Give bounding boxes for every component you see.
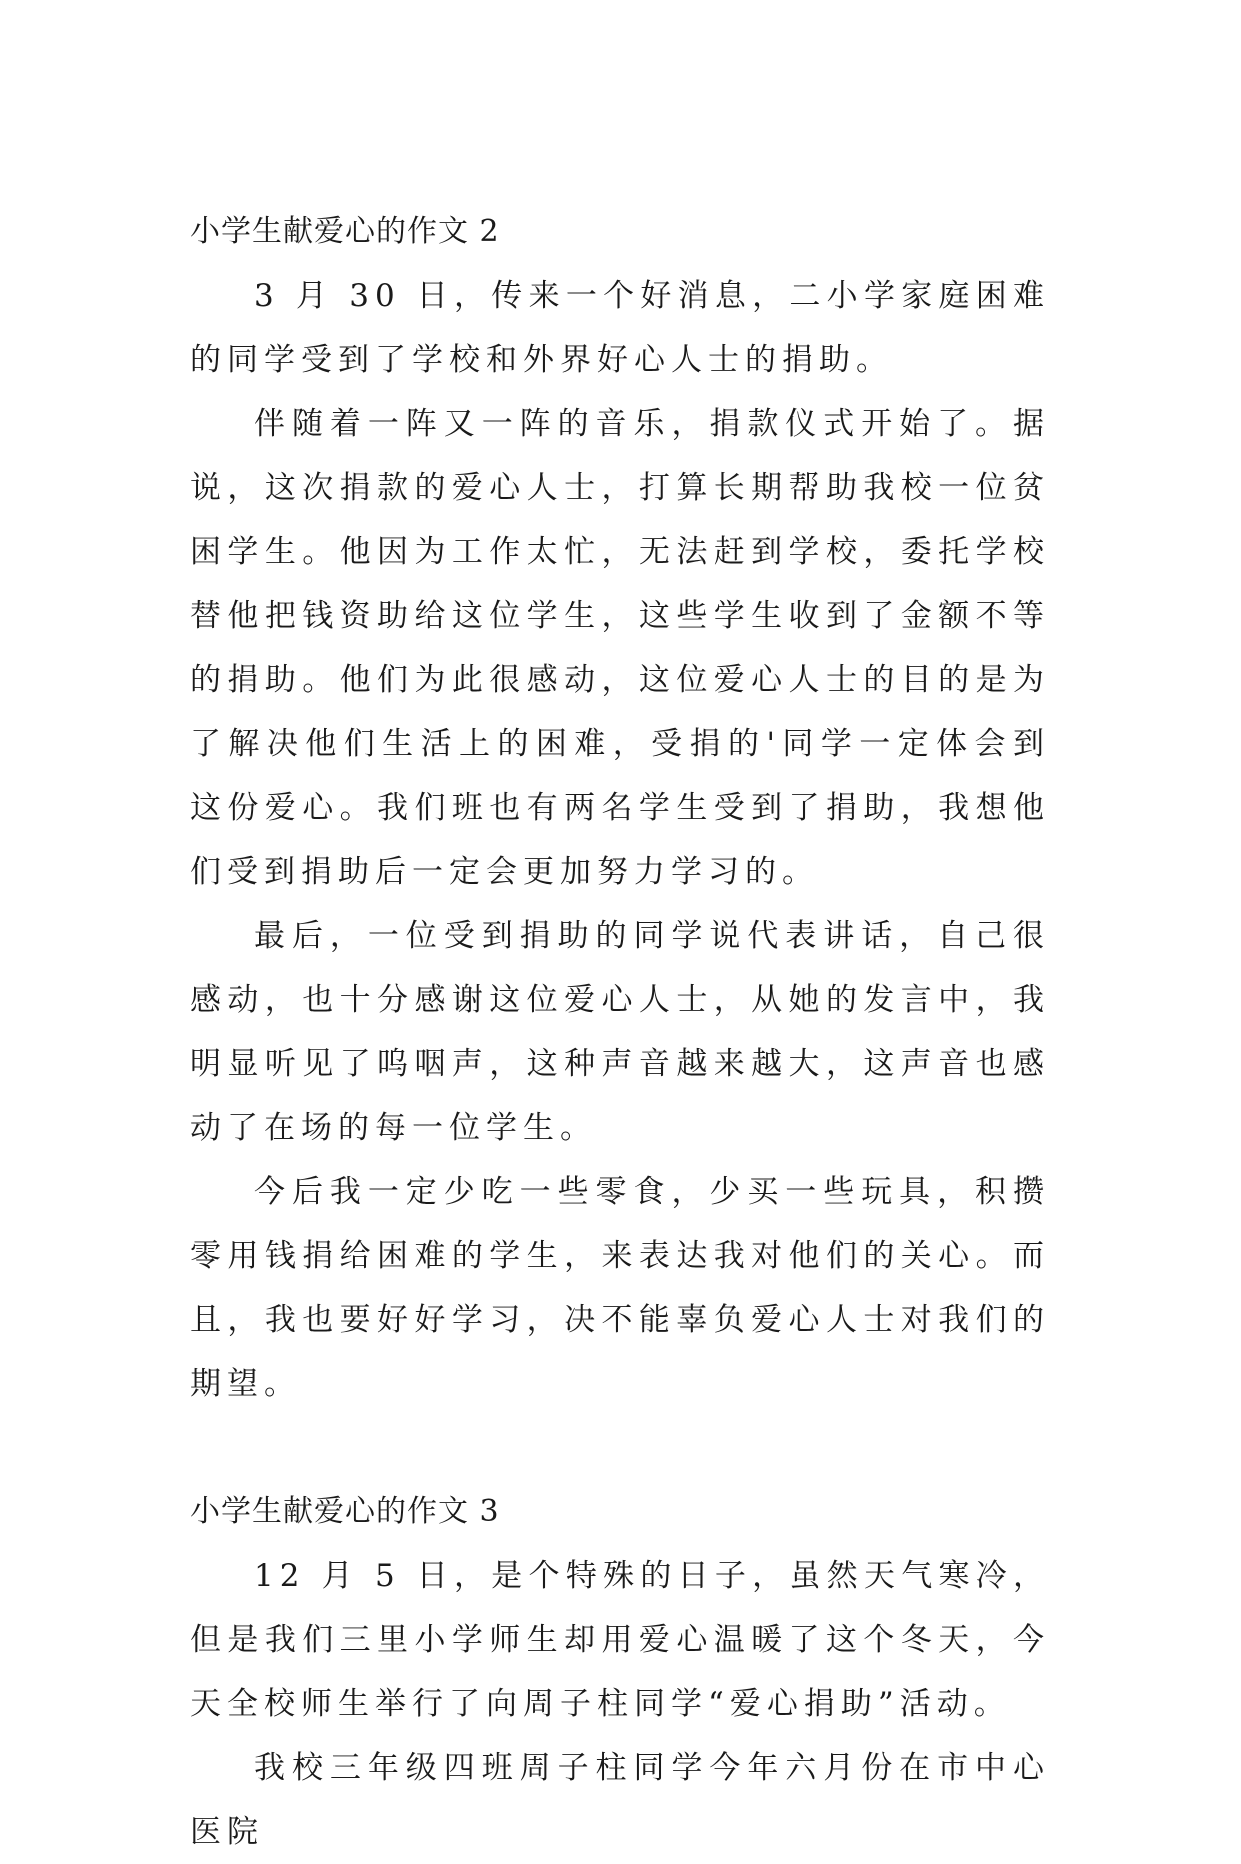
paragraph: 3 月 30 日，传来一个好消息，二小学家庭困难的同学受到了学校和外界好心人士的捐助。 <box>190 278 1050 378</box>
paragraph: 最后，一位受到捐助的同学说代表讲话，自己很感动，也十分感谢这位爱心人士，从她的发言中，我明显听见了呜咽声，这种声音越来越大，这声音也感动了在场的每一位学生。 <box>190 918 1050 1146</box>
paragraph: 12 月 5 日，是个特殊的日子，虽然天气寒冷，但是我们三里小学师生却用爱心温暖了这个冬天，今天全校师生举行了向周子柱同学“爱心捐助”活动。 <box>190 1558 1050 1722</box>
essay-section-3 <box>190 1480 1050 1864</box>
essay-section-2 <box>190 200 1050 1416</box>
paragraph: 我校三年级四班周子柱同学今年六月份在市中心医院 <box>190 1750 1050 1850</box>
section-spacer <box>190 1416 1050 1480</box>
section-title: 小学生献爱心的作文 2 <box>190 214 500 249</box>
document-body <box>190 200 1050 1864</box>
paragraph: 今后我一定少吃一些零食，少买一些玩具，积攒零用钱捐给困难的学生，来表达我对他们的关心。而且，我也要好好学习，决不能辜负爱心人士对我们的期望。 <box>190 1174 1050 1402</box>
paragraph: 伴随着一阵又一阵的音乐，捐款仪式开始了。据说，这次捐款的爱心人士，打算长期帮助我校一位贫困学生。他因为工作太忙，无法赶到学校，委托学校替他把钱资助给这位学生，这些学生收到了金额不等的捐助。他们为此很感动，这位爱心人士的目的是为了解决他们生活上的困难，受捐的'同学一定体会到这份爱心。我们班也有两名学生受到了捐助，我想他们受到捐助后一定会更加努力学习的。 <box>190 406 1050 890</box>
section-title: 小学生献爱心的作文 3 <box>190 1494 500 1529</box>
